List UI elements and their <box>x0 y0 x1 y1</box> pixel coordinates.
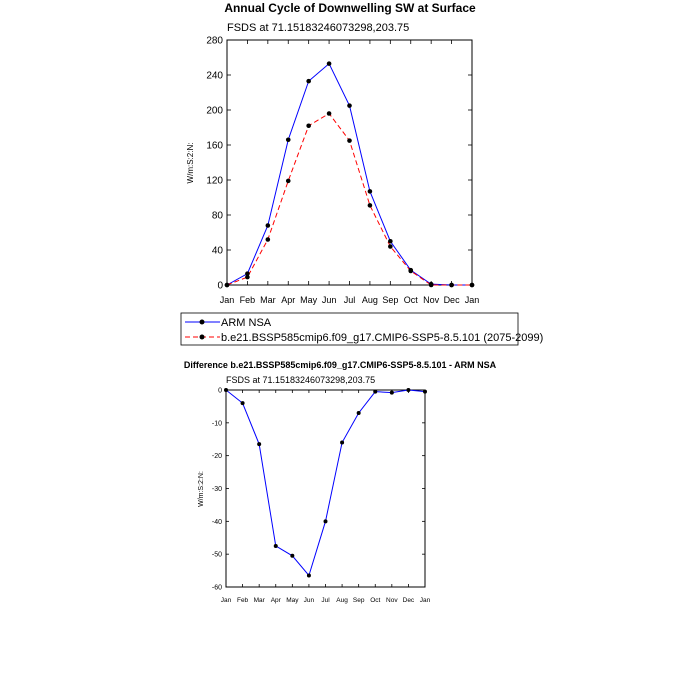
bottom-chart-xtick-label: Dec <box>402 597 415 604</box>
top-chart-series-1-point <box>266 237 271 242</box>
bottom-chart-xtick-label: Sep <box>352 597 365 604</box>
top-chart-xtick-label: Jan <box>464 295 480 305</box>
top-chart-series-1-point <box>306 123 311 128</box>
top-chart-xtick-label: Sep <box>382 295 399 305</box>
bottom-chart-xtick-label: Apr <box>270 597 281 604</box>
bottom-chart-series-0-point <box>373 390 377 394</box>
top-chart-ytick-label: 280 <box>206 35 223 47</box>
legend-marker-arm-nsa <box>200 320 205 325</box>
bottom-chart-ytick-label: -40 <box>211 518 222 526</box>
top-chart-series-1-point <box>347 138 352 143</box>
bottom-chart-xtick-label: Jan <box>220 597 232 604</box>
top-chart-series-0-point <box>306 79 311 84</box>
top-chart-subtitle: FSDS at 71.15183246073298,203.75 <box>227 22 410 34</box>
top-chart-series-0-point <box>368 189 373 194</box>
difference-chart <box>184 360 497 604</box>
bottom-chart-series-0-point <box>241 401 245 405</box>
top-chart-xtick-label: Apr <box>281 295 296 305</box>
top-chart-plot-frame <box>227 40 472 285</box>
top-chart-x-axis <box>220 40 480 305</box>
bottom-chart-series-0-point <box>257 442 261 446</box>
top-chart-series-1-point <box>388 244 393 249</box>
bottom-chart-series-0-point <box>357 411 361 415</box>
bottom-chart-series-0-point <box>290 554 294 558</box>
bottom-chart-ytick-label: -20 <box>211 453 222 461</box>
bottom-chart-xtick-label: Oct <box>370 597 381 604</box>
bottom-chart-series <box>224 388 427 578</box>
bottom-chart-xtick-label: Feb <box>236 597 249 604</box>
bottom-chart-ytick-label: -60 <box>211 584 222 592</box>
top-chart-series-1-point <box>286 179 291 184</box>
top-chart-series-1-point <box>225 283 230 288</box>
bottom-chart-series-0-point <box>406 388 410 392</box>
top-chart-ytick-label: 240 <box>206 70 223 82</box>
top-chart-series-1-point <box>408 269 413 274</box>
top-chart-legend <box>181 313 543 345</box>
top-chart-series-line-0 <box>227 64 472 285</box>
bottom-chart-series-0-point <box>324 519 328 523</box>
top-chart-xtick-label: Jul <box>343 295 356 305</box>
top-chart-series <box>225 61 475 287</box>
bottom-chart-xtick-label: Jan <box>419 597 431 604</box>
top-chart-y-axis <box>206 36 472 292</box>
top-chart-xtick-label: Aug <box>361 295 378 305</box>
bottom-chart-ytick-label: 0 <box>218 387 222 395</box>
top-chart-xtick-label: Nov <box>423 295 440 305</box>
top-chart-ytick-label: 120 <box>206 175 223 187</box>
bottom-chart-series-0-point <box>423 390 427 394</box>
top-chart-xtick-label: Jun <box>321 295 337 305</box>
bottom-chart-xtick-label: Mar <box>253 597 265 604</box>
top-chart-series-0-point <box>286 137 291 142</box>
bottom-chart-plot-frame <box>226 390 425 587</box>
top-chart-series-1-point <box>368 203 373 208</box>
top-chart-series-1-point <box>245 275 250 280</box>
top-chart-xtick-label: May <box>300 295 318 305</box>
top-chart-xtick-label: Mar <box>260 295 276 305</box>
bottom-chart-xtick-label: Nov <box>386 597 398 604</box>
legend-entry-model <box>185 332 543 344</box>
bottom-chart-series-0-point <box>274 544 278 548</box>
bottom-chart-title: Difference b.e21.BSSP585cmip6.f09_g17.CMIP6-SSP5-8.5.101 - ARM NSA <box>183 360 497 370</box>
bottom-chart-ytick-label: -30 <box>211 485 222 493</box>
bottom-chart-xtick-label: Jul <box>321 597 330 604</box>
bottom-chart-ytick-label: -10 <box>211 420 222 428</box>
top-chart-series-1-point <box>470 283 475 288</box>
bottom-chart-series-0-point <box>340 441 344 445</box>
bottom-chart-y-axis <box>212 387 425 591</box>
bottom-chart-xtick-label: Jun <box>303 597 315 604</box>
top-chart-xtick-label: Jan <box>219 295 235 305</box>
top-chart-ylabel: W/m:S:2:N: <box>186 142 195 184</box>
legend-label-arm-nsa: ARM NSA <box>221 317 272 329</box>
top-chart-series-0-point <box>266 223 271 228</box>
top-chart-series-0-point <box>347 103 352 108</box>
bottom-chart-series-0-point <box>307 574 311 578</box>
bottom-chart-series-line-0 <box>226 390 425 576</box>
bottom-chart-x-axis <box>221 390 431 604</box>
top-chart-series-1-point <box>449 283 454 288</box>
top-chart-series-0-point <box>327 61 332 66</box>
annual-cycle-chart <box>181 1 543 345</box>
legend-marker-model <box>200 335 205 340</box>
bottom-chart-ytick-label: -50 <box>211 551 222 559</box>
top-chart-xtick-label: Dec <box>443 295 460 305</box>
bottom-chart-xtick-label: Aug <box>336 597 348 604</box>
bottom-chart-series-0-point <box>224 388 228 392</box>
top-chart-series-0-point <box>388 239 393 244</box>
legend-label-model: b.e21.BSSP585cmip6.f09_g17.CMIP6-SSP5-8.5.101 (2075-2099) <box>221 332 544 344</box>
top-chart-title: Annual Cycle of Downwelling SW at Surface <box>224 1 476 15</box>
bottom-chart-xtick-label: May <box>286 597 299 604</box>
top-chart-ytick-label: 160 <box>206 140 223 152</box>
top-chart-ytick-label: 0 <box>217 280 223 292</box>
bottom-chart-ylabel: W/m:S:2:N: <box>198 471 205 507</box>
bottom-chart-subtitle: FSDS at 71.15183246073298,203.75 <box>226 375 376 385</box>
top-chart-xtick-label: Feb <box>239 295 256 305</box>
top-chart-ytick-label: 40 <box>211 245 223 257</box>
top-chart-ytick-label: 80 <box>211 210 223 222</box>
top-chart-series-1-point <box>429 283 434 288</box>
top-chart-ytick-label: 200 <box>206 105 223 117</box>
bottom-chart-series-0-point <box>390 391 394 395</box>
top-chart-xtick-label: Oct <box>403 295 418 305</box>
top-chart-series-1-point <box>327 111 332 116</box>
